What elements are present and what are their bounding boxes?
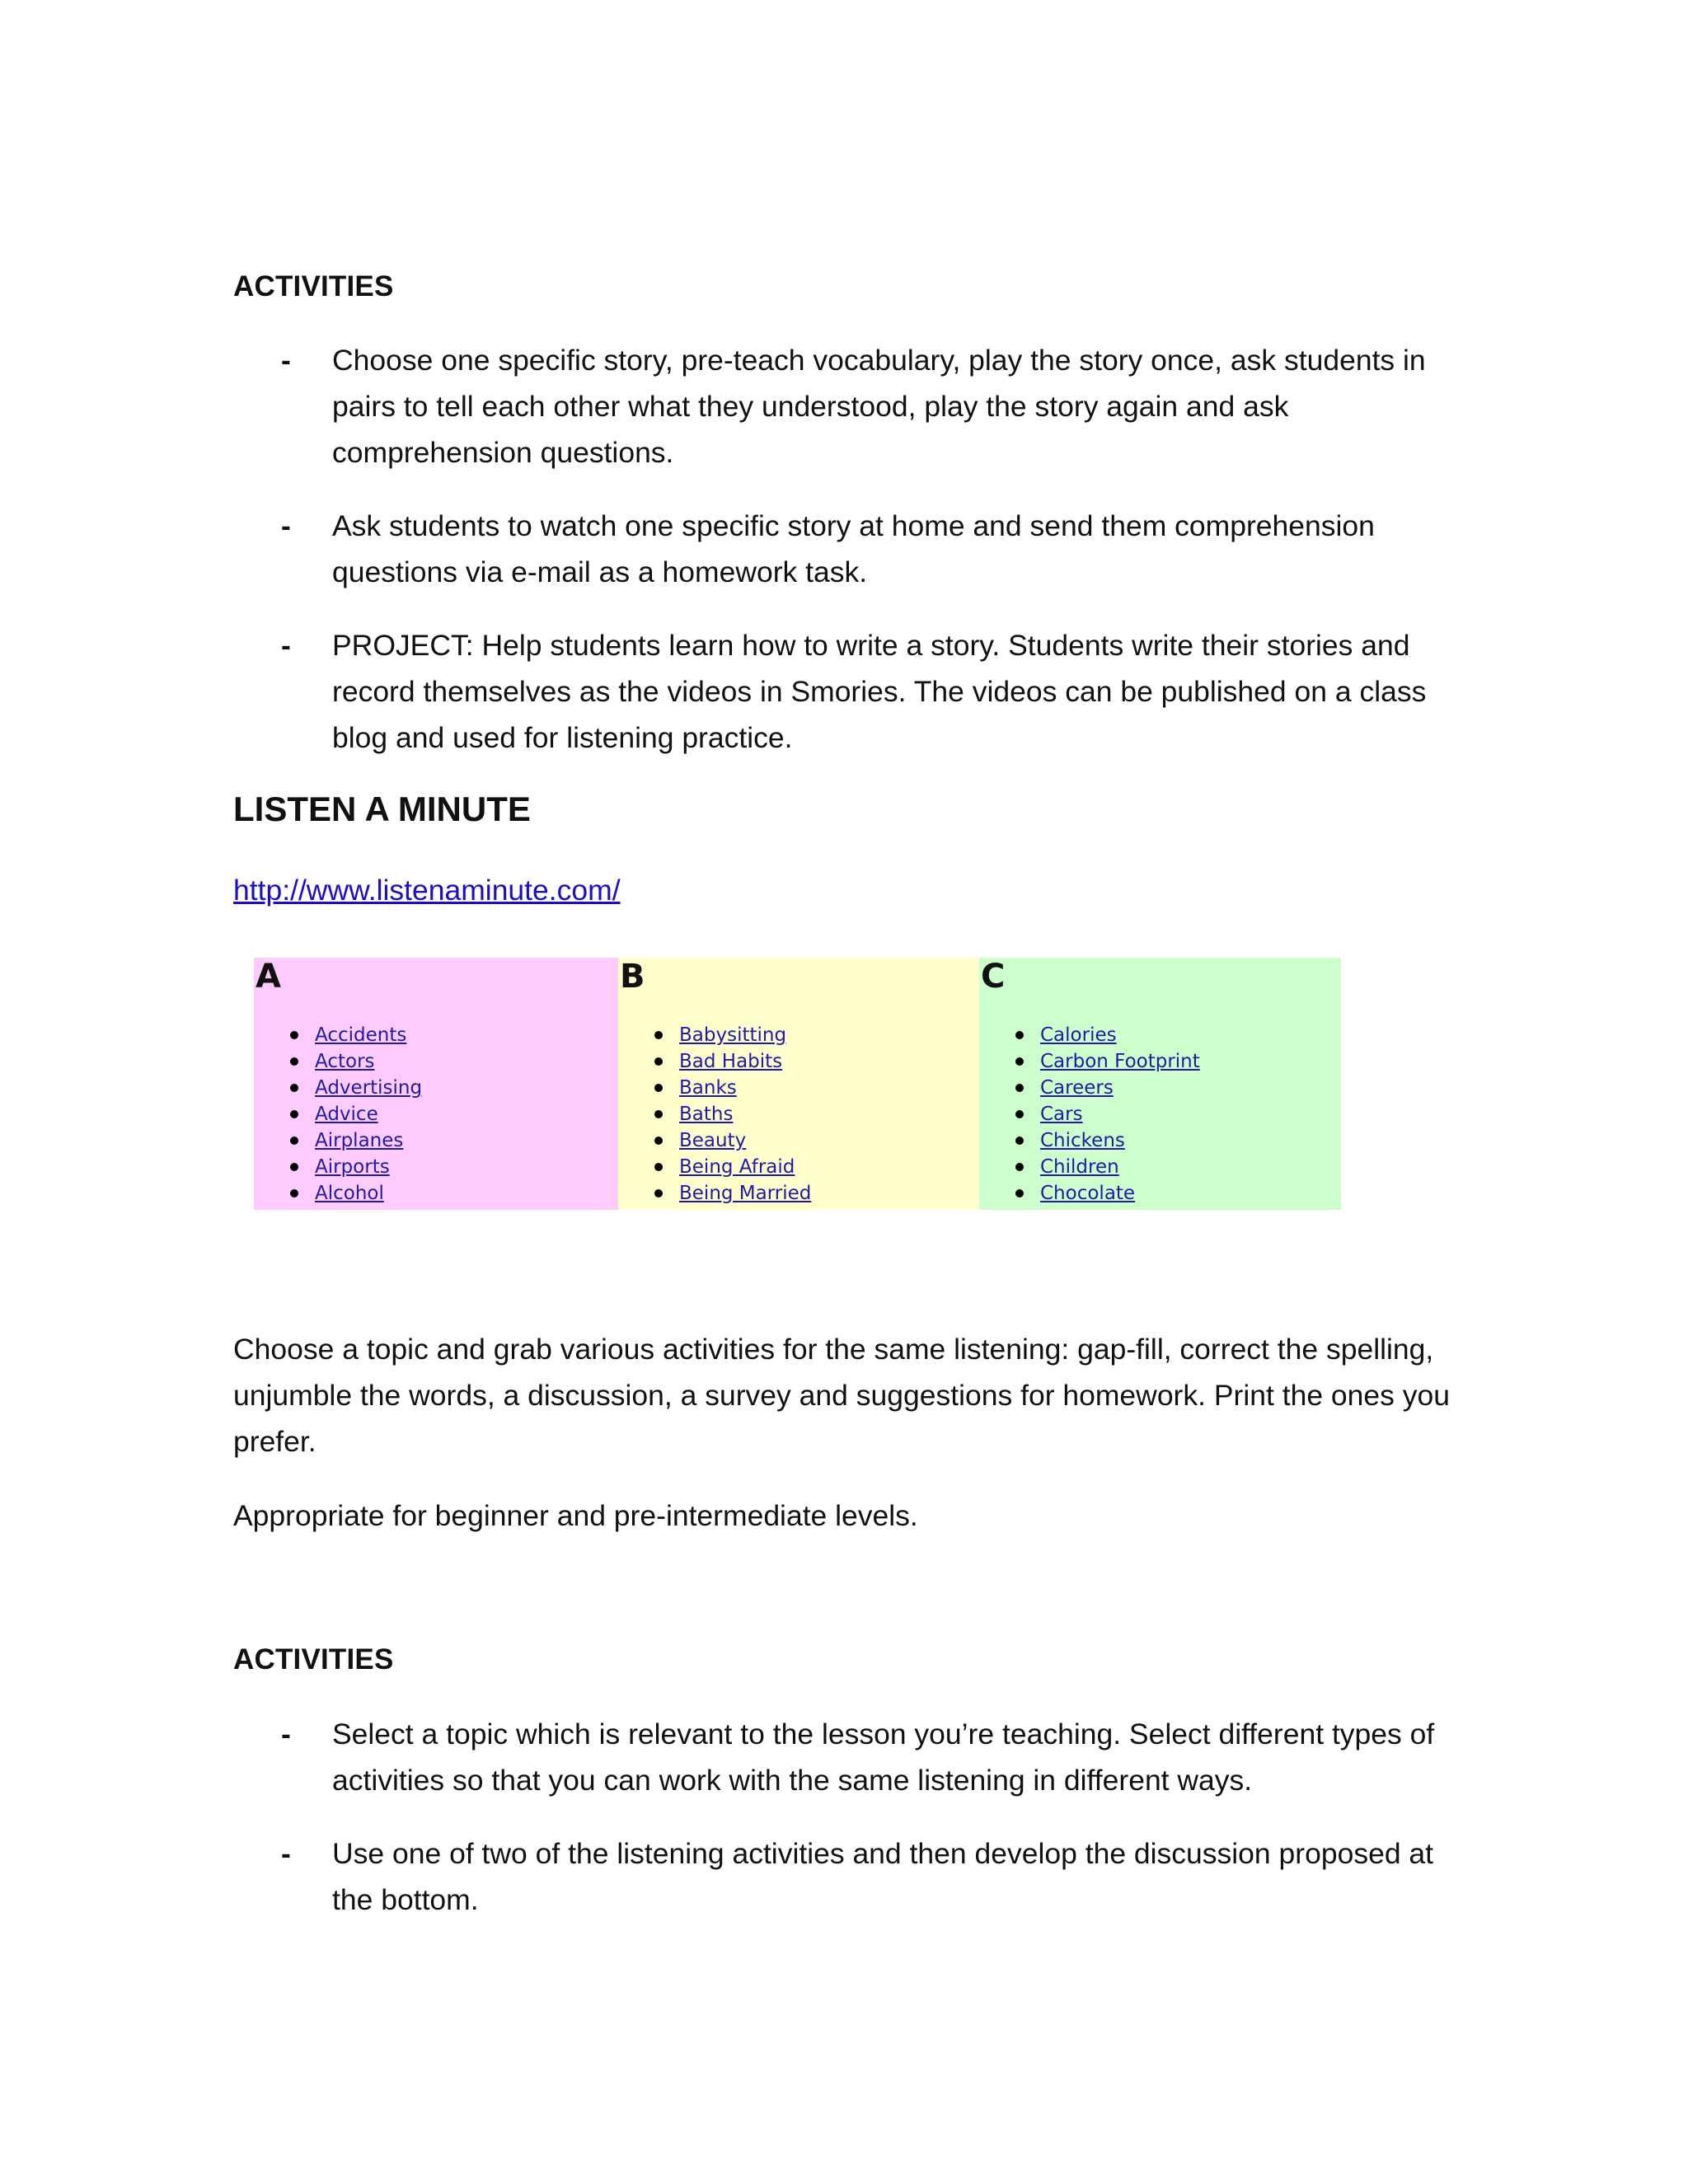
dash-bullet: - <box>281 509 291 542</box>
bullet-dot-icon <box>290 1137 298 1145</box>
topic-item <box>287 1127 422 1154</box>
topic-item <box>287 1048 422 1075</box>
dash-bullet: - <box>281 1718 291 1750</box>
topic-link[interactable]: Calories <box>1040 1024 1117 1046</box>
bullet-dot-icon <box>1015 1031 1024 1039</box>
topic-item <box>651 1075 811 1101</box>
activity-item <box>233 1830 1453 1923</box>
topic-link[interactable]: Airports <box>315 1156 390 1178</box>
dash-bullet: - <box>281 344 291 377</box>
topic-link[interactable]: Bad Habits <box>679 1051 783 1072</box>
activities-heading: ACTIVITIES <box>233 1643 394 1675</box>
topic-link[interactable]: Chocolate <box>1040 1183 1136 1204</box>
bullet-dot-icon <box>1015 1137 1024 1145</box>
topic-link[interactable]: Advice <box>315 1104 378 1125</box>
topic-link[interactable]: Alcohol <box>315 1183 384 1204</box>
website-link[interactable]: http://www.listenaminute.com/ <box>233 874 621 907</box>
bullet-dot-icon <box>654 1137 663 1145</box>
topic-item <box>287 1154 422 1180</box>
topic-item <box>651 1022 811 1048</box>
bullet-dot-icon <box>1015 1189 1024 1197</box>
topic-item <box>1012 1048 1200 1075</box>
topic-item <box>651 1154 811 1180</box>
topic-link[interactable]: Advertising <box>315 1077 423 1099</box>
topic-link[interactable]: Actors <box>315 1051 375 1072</box>
dash-bullet: - <box>281 629 291 662</box>
topic-item <box>1012 1075 1200 1101</box>
topic-link[interactable]: Beauty <box>679 1130 747 1151</box>
bullet-dot-icon <box>290 1057 298 1066</box>
topic-item <box>287 1022 422 1048</box>
topic-item <box>287 1101 422 1127</box>
bullet-dot-icon <box>1015 1084 1024 1092</box>
topic-link[interactable]: Cars <box>1040 1104 1083 1125</box>
section-title: LISTEN A MINUTE <box>233 790 531 828</box>
bullet-dot-icon <box>654 1163 663 1171</box>
topic-list <box>1012 1022 1200 1207</box>
activity-item <box>233 337 1453 476</box>
topic-item <box>651 1048 811 1075</box>
bullet-dot-icon <box>290 1163 298 1171</box>
activities-list <box>233 1711 1453 1950</box>
topics-table-image <box>254 958 1341 1210</box>
activities-heading: ACTIVITIES <box>233 270 394 302</box>
activity-text: Choose one specific story, pre-teach vocabulary, play the story once, ask students in pairs to tell each other what they understood, play the story again and ask comprehension questions. <box>332 344 1426 469</box>
bullet-dot-icon <box>1015 1163 1024 1171</box>
bullet-dot-icon <box>290 1110 298 1118</box>
topic-list <box>287 1022 422 1207</box>
topic-item <box>651 1180 811 1207</box>
topic-item <box>1012 1154 1200 1180</box>
bullet-dot-icon <box>1015 1110 1024 1118</box>
bullet-dot-icon <box>654 1057 663 1066</box>
bullet-dot-icon <box>654 1084 663 1092</box>
bullet-dot-icon <box>654 1189 663 1197</box>
topic-link[interactable]: Banks <box>679 1077 737 1099</box>
topic-item <box>651 1127 811 1154</box>
topic-item <box>287 1075 422 1101</box>
topic-column-b <box>618 958 979 1210</box>
topic-column-a <box>254 958 618 1210</box>
topic-link[interactable]: Babysitting <box>679 1024 787 1046</box>
bullet-dot-icon <box>290 1084 298 1092</box>
activity-text: Use one of two of the listening activities and then develop the discussion proposed at the bottom. <box>332 1837 1434 1916</box>
activity-item <box>233 1711 1453 1803</box>
topic-link[interactable]: Accidents <box>315 1024 407 1046</box>
activity-text: PROJECT: Help students learn how to write a story. Students write their stories and record themselves as the videos in Smories. The videos can be published on a class blog and used for listening practice. <box>332 629 1427 754</box>
activities-list <box>233 337 1453 788</box>
topic-link[interactable]: Chickens <box>1040 1130 1125 1151</box>
level-paragraph: Appropriate for beginner and pre-intermediate levels. <box>233 1499 918 1532</box>
column-letter: A <box>256 958 281 996</box>
topic-link[interactable]: Baths <box>679 1104 734 1125</box>
activity-item <box>233 622 1453 761</box>
bullet-dot-icon <box>290 1031 298 1039</box>
description-paragraph: Choose a topic and grab various activities for the same listening: gap-fill, correct the spelling, unjumble the words, a discussion, a survey and suggestions for homework. Print the ones you prefer. <box>233 1333 1451 1458</box>
topic-item <box>1012 1180 1200 1207</box>
topic-item <box>1012 1101 1200 1127</box>
bullet-dot-icon <box>654 1031 663 1039</box>
topic-link[interactable]: Being Married <box>679 1183 812 1204</box>
column-letter: B <box>620 958 645 996</box>
topic-item <box>287 1180 422 1207</box>
bullet-dot-icon <box>1015 1057 1024 1066</box>
bullet-dot-icon <box>654 1110 663 1118</box>
topic-item <box>651 1101 811 1127</box>
topic-link[interactable]: Airplanes <box>315 1130 404 1151</box>
topic-item <box>1012 1022 1200 1048</box>
topic-link[interactable]: Carbon Footprint <box>1040 1051 1200 1072</box>
topic-column-c <box>979 958 1341 1210</box>
topic-item <box>1012 1127 1200 1154</box>
topic-list <box>651 1022 811 1207</box>
activity-item <box>233 503 1453 595</box>
activity-text: Select a topic which is relevant to the lesson you’re teaching. Select different types of activities so that you can work with the same listening in different ways. <box>332 1718 1435 1797</box>
topic-link[interactable]: Being Afraid <box>679 1156 795 1178</box>
column-letter: C <box>981 958 1006 996</box>
bullet-dot-icon <box>290 1189 298 1197</box>
topic-link[interactable]: Careers <box>1040 1077 1114 1099</box>
dash-bullet: - <box>281 1837 291 1870</box>
topic-link[interactable]: Children <box>1040 1156 1119 1178</box>
activity-text: Ask students to watch one specific story at home and send them comprehension questions via e-mail as a homework task. <box>332 509 1375 588</box>
